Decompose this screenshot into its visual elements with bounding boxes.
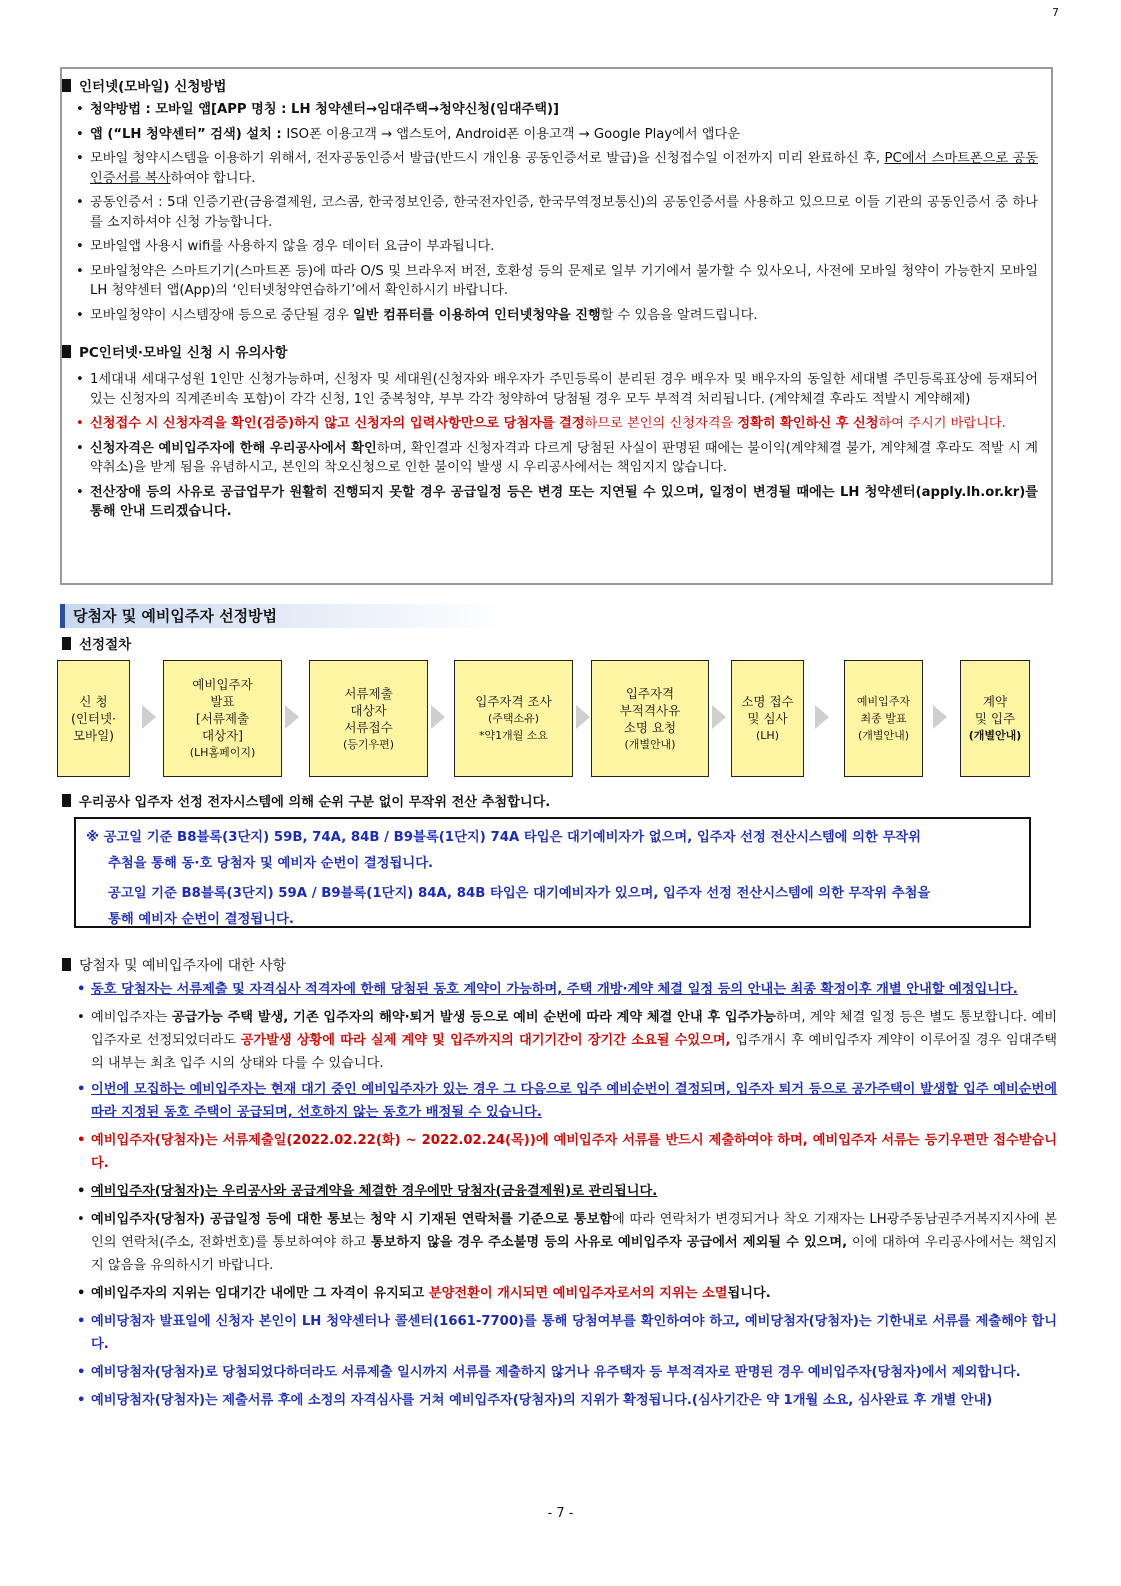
list-item: • 예비입주자(당첨자)는 서류제출일(2022.02.22(화) ~ 2022.02.24(목))에 예비입주자 서류를 반드시 제출하여야 하며, 예비입주자 서류는 등기우편만 접수받습니다. xyxy=(77,1129,1057,1175)
waitlist-notice-box xyxy=(74,817,1031,928)
internet-application-box xyxy=(60,67,1053,585)
flow-step-documents: 서류제출 대상자 서류접수 (등기우편) xyxy=(309,660,428,777)
arrow-right-icon xyxy=(285,705,299,729)
notice-line: 공고일 기준 B8블록(3단지) 59A / B9블록(1단지) 84A, 84B 타입은 대기예비자가 있으며, 입주자 선정 전산시스템에 의한 무작위 추첨을 xyxy=(108,886,931,901)
winners-heading: 당첨자 및 예비입주자에 대한 사항 xyxy=(62,955,286,975)
list-item: • 앱 (“LH 청약센터” 검색) 설치 : ISO폰 이용고객 → 앱스토어, Android폰 이용고객 → Google Play에서 앱다운 xyxy=(76,125,1038,145)
list-item: • 신청접수 시 신청자격을 확인(검증)하지 않고 신청자의 입력사항만으로 당첨자를 결정하므로 본인의 신청자격을 정확히 확인하신 후 신청하여 주시기 바랍니다. xyxy=(76,414,1038,434)
flow-step-contract: 계약 및 입주 (개별안내) xyxy=(960,660,1030,777)
arrow-right-icon xyxy=(933,705,947,729)
arrow-right-icon xyxy=(712,705,726,729)
arrow-right-icon xyxy=(815,705,829,729)
list-item: • 모바일 청약시스템을 이용하기 위해서, 전자공동인증서 발급(반드시 개인용 공동인증서로 발급)을 신청접수일 이전까지 미리 완료하신 후, PC에서 스마트폰으로 공동인증서를 복사하여야 합니다. xyxy=(76,149,1038,188)
square-bullet-icon xyxy=(62,637,71,650)
notice-line: 통해 예비자 순번이 결정됩니다. xyxy=(108,912,294,927)
flow-step-explanation: 입주자격 부적격사유 소명 요청 (개별안내) xyxy=(591,660,709,777)
flow-step-apply: 신 청 (인터넷· 모바일) xyxy=(57,660,130,777)
list-item: • 예비당첨자 발표일에 신청자 본인이 LH 청약센터나 콜센터(1661-7700)를 통해 당첨여부를 확인하여야 하고, 예비당첨자(당첨자)는 기한내로 서류를 제출해야 합니다. xyxy=(77,1310,1057,1356)
flow-step-review: 소명 접수 및 심사 (LH) xyxy=(731,660,804,777)
flow-step-announce: 예비입주자 발표 [서류제출 대상자] (LH홈페이지) xyxy=(163,660,282,777)
notice-line: ※ 공고일 기준 B8블록(3단지) 59B, 74A, 84B / B9블록(1단지) 74A 타입은 대기예비자가 없으며, 입주자 선정 전산시스템에 의한 무작위 xyxy=(86,830,921,845)
flow-step-investigation: 입주자격 조사 (주택소유) *약1개월 소요 xyxy=(454,660,573,777)
arrow-right-icon xyxy=(142,705,156,729)
procedure-heading: 선정절차 xyxy=(62,633,131,653)
list-item: • 예비입주자(당첨자)는 우리공사와 공급계약을 체결한 경우에만 당첨자(금융결제원)로 관리됩니다. xyxy=(77,1180,1057,1203)
square-bullet-icon xyxy=(62,79,71,92)
square-bullet-icon xyxy=(62,958,71,971)
arrow-right-icon xyxy=(431,705,445,729)
list-item: • 1세대내 세대구성원 1인만 신청가능하며, 신청자 및 세대원(신청자와 배우자가 주민등록이 분리된 경우 배우자 및 배우자의 동일한 세대별 주민등록표상에 등재되어 있는 신청자의 직계존비속 포함)이 각각 신청, 1인 중복청약, 부부 각각 청약하여 당첨될 경우 모두 부적격 처리됩니다. (계약체결 후라도 적발시 계약해제) xyxy=(76,370,1038,409)
internet-list xyxy=(76,100,1038,330)
square-bullet-icon xyxy=(62,345,71,358)
list-item: • 신청자격은 예비입주자에 한해 우리공사에서 확인하며, 확인결과 신청자격과 다르게 당첨된 사실이 판명된 때에는 불이익(계약체결 불가, 계약체결 후라도 적발 시 계약취소)을 받게 됨을 유념하시고, 본인의 착오신청으로 인한 불이익 발생 시 우리공사에서는 책임지지 않습니다. xyxy=(76,439,1038,478)
section-title: 당첨자 및 예비입주자 선정방법 xyxy=(60,604,508,628)
list-item: • 예비입주자(당첨자) 공급일정 등에 대한 통보는 청약 시 기재된 연락처를 기준으로 통보함에 따라 연락처가 변경되거나 착오 기재자는 LH광주동남권주거복지지사에 본인의 연락처(주소, 전화번호)를 통보하여야 하고 통보하지 않을 경우 주소불명 등의 사유로 예비입주자 공급에서 제외될 수 있으며, 이에 대하여 우리공사에서는 책임지지 않음을 유의하시기 바랍니다. xyxy=(77,1208,1057,1277)
list-item: • 예비당첨자(당첨자)로 당첨되었다하더라도 서류제출 일시까지 서류를 제출하지 않거나 유주택자 등 부적격자로 판명된 경우 예비입주자(당첨자)에서 제외합니다. xyxy=(77,1361,1057,1384)
page-number-top: 7 xyxy=(1052,6,1059,19)
notice-line: 추첨을 통해 동·호 당첨자 및 예비자 순번이 결정됩니다. xyxy=(108,856,434,871)
list-item: • 공동인증서 : 5대 인증기관(금융결제원, 코스콤, 한국정보인증, 한국전자인증, 한국무역정보통신)의 공동인증서를 사용하고 있으므로 이들 기관의 공동인증서 중 하나를 소지하셔야 신청 가능합니다. xyxy=(76,193,1038,232)
list-item: • 청약방법 : 모바일 앱[APP 명칭 : LH 청약센터→임대주택→청약신청(임대주택)] xyxy=(76,100,1038,120)
page-number-bottom: - 7 - xyxy=(547,1506,574,1521)
list-item: • 예비입주자는 공급가능 주택 발생, 기존 입주자의 해약·퇴거 발생 등으로 예비 순번에 따라 계약 체결 안내 후 입주가능하며, 계약 체결 일정 등은 별도 통보합니다. 예비입주자로 선정되었더라도 공가발생 상황에 따라 실제 계약 및 입주까지의 대기기간이 장기간 소요될 수있으며, 입주개시 후 예비입주자 계약이 이루어질 경우 임대주택의 내부는 최초 입주 시의 상태와 다를 수 있습니다. xyxy=(77,1006,1057,1075)
list-item: • 동호 당첨자는 서류제출 및 자격심사 적격자에 한해 당첨된 동호 계약이 가능하며, 주택 개방·계약 체결 일정 등의 안내는 최종 확정이후 개별 안내할 예정입니다. xyxy=(77,978,1057,1001)
list-item: • 모바일청약이 시스템장애 등으로 중단될 경우 일반 컴퓨터를 이용하여 인터넷청약을 진행할 수 있음을 알려드립니다. xyxy=(76,306,1038,326)
caution-list xyxy=(76,370,1038,527)
arrow-right-icon xyxy=(576,705,590,729)
square-bullet-icon xyxy=(62,794,71,807)
lottery-note: 우리공사 입주자 선정 전자시스템에 의해 순위 구분 없이 무작위 전산 추첨합니다. xyxy=(62,791,550,810)
winners-list xyxy=(77,978,1057,1417)
list-item: • 예비당첨자(당첨자)는 제출서류 후에 소정의 자격심사를 거쳐 예비입주자(당첨자)의 지위가 확정됩니다.(심사기간은 약 1개월 소요, 심사완료 후 개별 안내) xyxy=(77,1389,1057,1412)
internet-heading xyxy=(62,75,226,95)
flow-step-final: 예비입주자 최종 발표 (개별안내) xyxy=(844,660,923,777)
caution-heading: PC인터넷·모바일 신청 시 유의사항 xyxy=(62,341,288,361)
internet-heading-text: 인터넷(모바일) 신청방법 xyxy=(79,79,227,95)
selection-flow xyxy=(57,660,1042,778)
list-item: • 모바일앱 사용시 wifi를 사용하지 않을 경우 데이터 요금이 부과됩니다. xyxy=(76,237,1038,257)
list-item: • 모바일청약은 스마트기기(스마트폰 등)에 따라 O/S 및 브라우저 버전, 호환성 등의 문제로 일부 기기에서 불가할 수 있사오니, 사전에 모바일 청약이 가능한지 모바일 LH 청약센터 앱(App)의 ‘인터넷청약연습하기’에서 확인하시기 바랍니다. xyxy=(76,262,1038,301)
list-item: • 전산장애 등의 사유로 공급업무가 원활히 진행되지 못할 경우 공급일정 등은 변경 또는 지연될 수 있으며, 일정이 변경될 때에는 LH 청약센터(apply.lh.or.kr)를 통해 안내 드리겠습니다. xyxy=(76,483,1038,522)
list-item: • 예비입주자의 지위는 임대기간 내에만 그 자격이 유지되고 분양전환이 개시되면 예비입주자로서의 지위는 소멸됩니다. xyxy=(77,1282,1057,1305)
list-item: • 이번에 모집하는 예비입주자는 현재 대기 중인 예비입주자가 있는 경우 그 다음으로 입주 예비순번이 결정되며, 입주자 퇴거 등으로 공가주택이 발생할 입주 예비순번에 따라 지정된 동호 주택이 공급되며, 선호하지 않는 동호가 배정될 수 있습니다. xyxy=(77,1078,1057,1124)
